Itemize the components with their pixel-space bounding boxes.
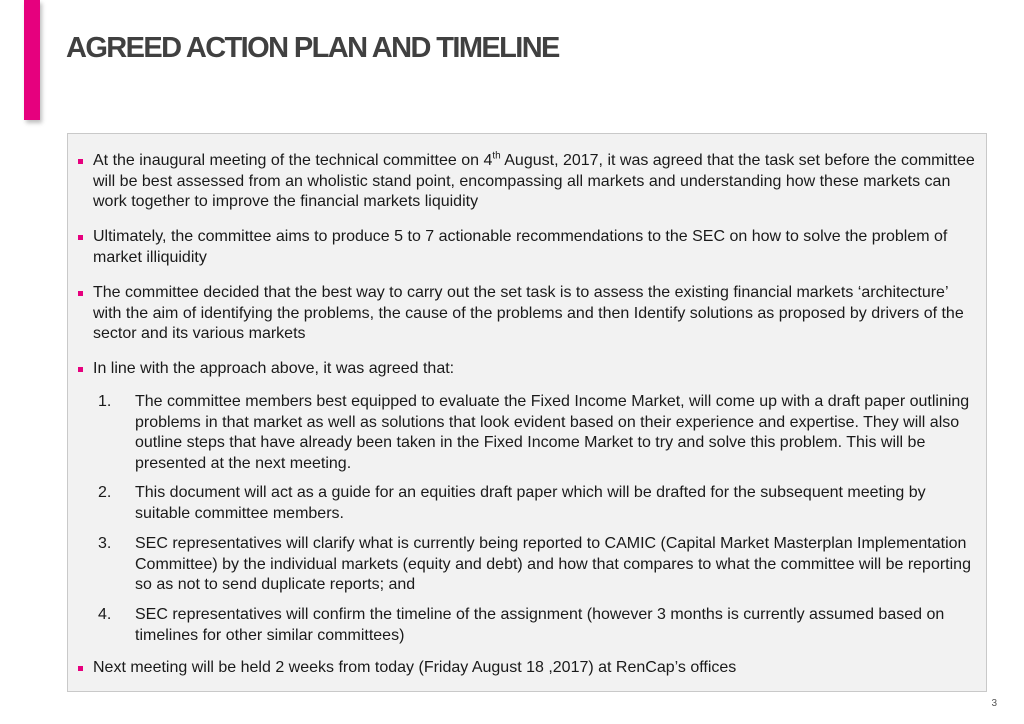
numbered-item <box>98 534 978 596</box>
item-number: 1. <box>98 393 112 410</box>
bullet-marker-icon <box>78 367 83 372</box>
bullet-marker-icon <box>78 666 83 671</box>
bullet-item <box>78 658 978 679</box>
bullet-item <box>78 283 978 345</box>
bullet-text: The committee decided that the best way to carry out the set task is to assess the existing financial markets ‘architecture’ with the aim of identifying the problems, the cause of the problems and then Identify solutions as proposed by drivers of the sector and its various markets <box>93 284 964 342</box>
item-number: 4. <box>98 606 112 623</box>
bullet-marker-icon <box>78 235 83 240</box>
item-number: 3. <box>98 535 112 552</box>
numbered-item <box>98 605 978 646</box>
item-text: SEC representatives will clarify what is currently being reported to CAMIC (Capital Market Masterplan Implementation Committee) by the individual markets (equity and debt) and how that compares to what the committee will be reporting so as not to send duplicate reports; and <box>135 535 971 593</box>
item-text: This document will act as a guide for an equities draft paper which will be drafted for the subsequent meeting by suitable committee members. <box>135 484 926 522</box>
item-text: The committee members best equipped to evaluate the Fixed Income Market, will come up with a draft paper outlining problems in that market as well as solutions that look evident based on their experience and expertise. They will also outline steps that have already been taken in the Fixed Income Market to try and solve this problem. This will be presented at the next meeting. <box>135 393 970 472</box>
page-title: AGREED ACTION PLAN AND TIMELINE <box>66 32 559 64</box>
numbered-item <box>98 392 978 474</box>
page-number: 3 <box>991 698 997 709</box>
bullet-marker-icon <box>78 291 83 296</box>
bullet-item <box>78 227 978 268</box>
item-number: 2. <box>98 484 112 501</box>
bullet-item <box>78 359 978 380</box>
bullet-text: Ultimately, the committee aims to produce 5 to 7 actionable recommendations to the SEC on how to solve the problem of market illiquidity <box>93 228 948 266</box>
bullet-text: At the inaugural meeting of the technical committee on 4th August, 2017, it was agreed that the task set before the committee will be best assessed from an wholistic stand point, encompassing all markets and understanding how these markets can work together to improve the financial markets liquidity <box>93 150 975 210</box>
content-box <box>67 133 987 692</box>
item-text: SEC representatives will confirm the timeline of the assignment (however 3 months is currently assumed based on timelines for other similar committees) <box>135 606 945 644</box>
bullet-marker-icon <box>78 159 83 164</box>
bullet-item <box>78 151 978 213</box>
accent-bar <box>24 0 40 120</box>
bullet-text: Next meeting will be held 2 weeks from today (Friday August 18 ,2017) at RenCap’s offices <box>93 659 737 676</box>
numbered-item <box>98 483 978 524</box>
bullet-text: In line with the approach above, it was agreed that: <box>93 360 455 377</box>
